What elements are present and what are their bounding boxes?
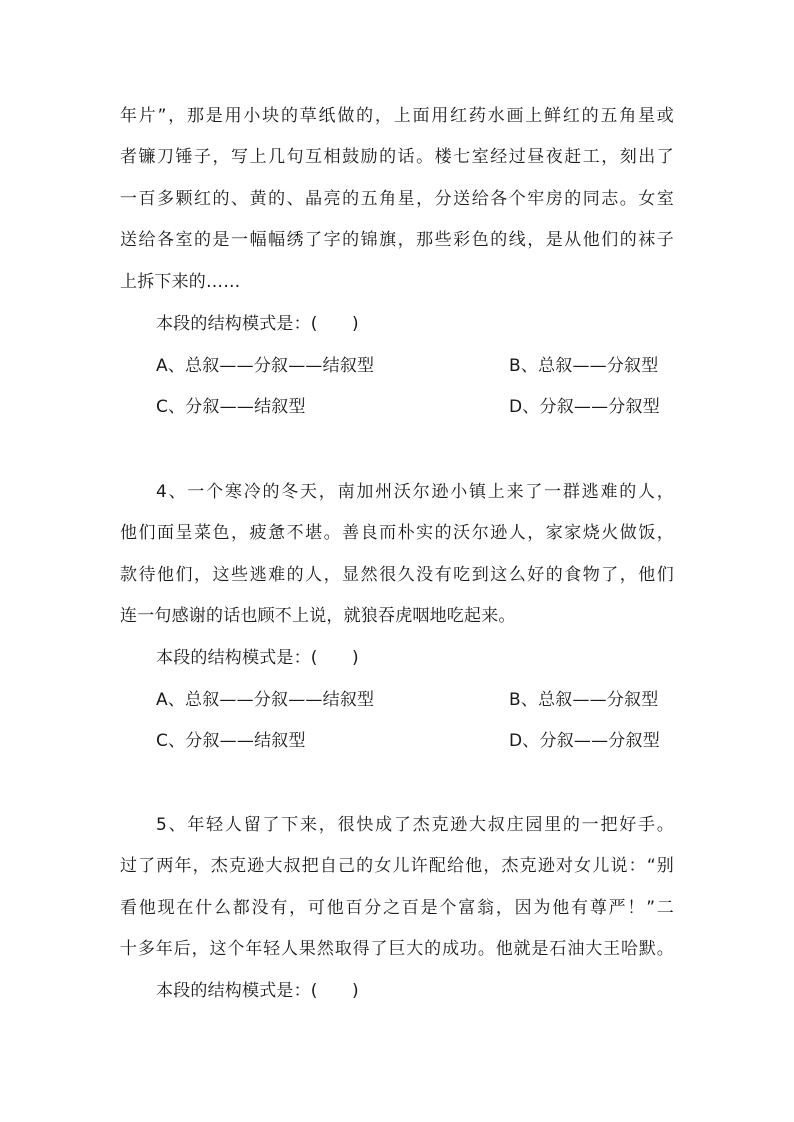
- passage3-option-c[interactable]: C、分叙——结叙型: [156, 397, 306, 417]
- passage5-line-3: 看他现在什么都没有，可他百分之百是个富翁，因为他有尊严！”二: [120, 898, 674, 918]
- passage4-line-1: 4、一个寒冷的冬天，南加州沃尔逊小镇上来了一群逃难的人，: [156, 482, 674, 502]
- passage4-option-c[interactable]: C、分叙——结叙型: [156, 731, 306, 751]
- passage4-option-b[interactable]: B、总叙——分叙型: [509, 690, 659, 710]
- passage3-option-d[interactable]: D、分叙——分叙型: [509, 397, 660, 417]
- passage3-option-a[interactable]: A、总叙——分叙——结叙型: [156, 356, 375, 376]
- passage5-question: 本段的结构模式是：( ): [156, 981, 359, 1001]
- passage4-option-d[interactable]: D、分叙——分叙型: [509, 731, 660, 751]
- passage5-line-1: 5、年轻人留了下来，很快成了杰克逊大叔庄园里的一把好手。: [156, 815, 674, 835]
- passage3-line-2: 者镰刀锤子，写上几句互相鼓励的话。楼七室经过昼夜赶工，刻出了: [120, 147, 674, 167]
- passage4-line-2: 他们面呈菜色，疲惫不堪。善良而朴实的沃尔逊人，家家烧火做饭，: [120, 523, 674, 543]
- passage3-line-3: 一百多颗红的、黄的、晶亮的五角星，分送给各个牢房的同志。女室: [120, 189, 674, 209]
- passage4-line-3: 款待他们，这些逃难的人，显然很久没有吃到这么好的食物了，他们: [120, 565, 674, 585]
- passage3-question: 本段的结构模式是：( ): [156, 314, 359, 334]
- passage3-line-1: 年片”，那是用小块的草纸做的，上面用红药水画上鲜红的五角星或: [120, 106, 674, 126]
- passage5-line-4: 十多年后，这个年轻人果然取得了巨大的成功。他就是石油大王哈默。: [120, 939, 674, 959]
- passage4-line-4: 连一句感谢的话也顾不上说，就狼吞虎咽地吃起来。: [120, 606, 516, 626]
- passage4-question: 本段的结构模式是：( ): [156, 648, 359, 668]
- passage3-line-4: 送给各室的是一幅幅绣了字的锦旗，那些彩色的线，是从他们的袜子: [120, 230, 674, 250]
- passage5-line-2: 过了两年，杰克逊大叔把自己的女儿许配给他，杰克逊对女儿说：“别: [120, 856, 674, 876]
- passage3-line-5: 上拆下来的……: [120, 272, 241, 292]
- passage4-option-a[interactable]: A、总叙——分叙——结叙型: [156, 690, 375, 710]
- passage3-option-b[interactable]: B、总叙——分叙型: [509, 356, 659, 376]
